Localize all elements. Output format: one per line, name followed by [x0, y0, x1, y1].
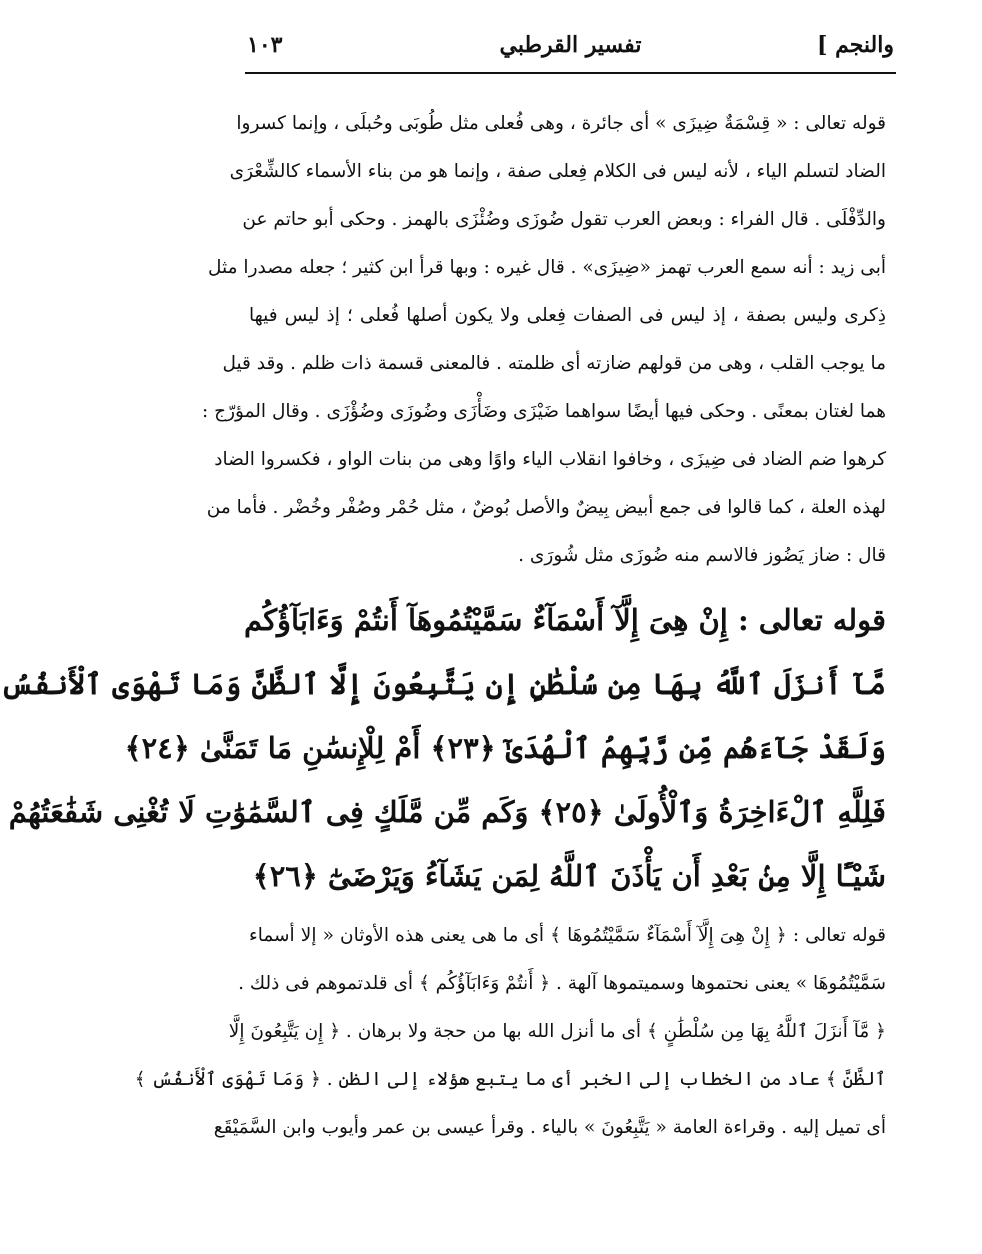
- text-line: أى تميل إليه . وقراءة العامة « يَتَّبِعُونَ » بالياء . وقرأ عيسى بن عمر وأيوب وابن السَّمَيْقَع: [213, 1117, 886, 1138]
- text-line: الضاد لتسلم الياء ، لأنه ليس فى الكلام فِعلى صفة ، وإنما هو من بناء الأسماء كالشِّعْرَى: [229, 161, 886, 182]
- verse-line: فَلِلَّهِ ٱلْءَاخِرَةُ وَٱلْأُولَىٰ ﴿٢٥﴾ وَكَم مِّن مَّلَكٍ فِى ٱلسَّمَٰوَٰتِ لَا تُغْنِى شَفَٰعَتُهُمْ: [8, 795, 886, 829]
- text-line: هما لغتان بمعنًى . وحكى فيها أيضًا سواهما ضَيْزَى وضَأْزَى وضُوزَى وضُؤْزَى . وقال المؤرّج :: [202, 401, 886, 422]
- text-line: ذِكرى وليس بصفة ، إذ ليس فى الصفات فِعلى ولا يكون أصلها فُعلى ؛ إذ ليس فيها: [249, 305, 886, 326]
- text-line: سَمَّيْتُمُوهَا » يعنى نحتموها وسميتموها آلهة . ﴿ أَنتُمْ وَءَابَآؤُكُم ﴾ أى قلدتموهم فى ذلك .: [238, 973, 886, 994]
- verse-line: شَيْـًٔا إِلَّا مِنۢ بَعْدِ أَن يَأْذَنَ ٱللَّهُ لِمَن يَشَآءُ وَيَرْضَىٰٓ ﴿٢٦﴾: [252, 859, 886, 893]
- verse-line: قوله تعالى : إِنْ هِىَ إِلَّآ أَسْمَآءٌ سَمَّيْتُمُوهَآ أَنتُمْ وَءَابَآؤُكُم: [243, 603, 886, 637]
- verse-line: مَّآ أَنزَلَ ٱللَّهُ بِهَا مِن سُلْطَٰنٍ إِن يَتَّبِعُونَ إِلَّا ٱلظَّنَّ وَمَا تَهْوَى ٱلْأَنفُسُ: [0, 667, 886, 701]
- text-line: لهذه العلة ، كما قالوا فى جمع أبيض بِيضٌ والأصل بُوضٌ ، مثل حُمْر وصُفْر وخُضْر . فأما من: [206, 497, 886, 518]
- text-line: قوله تعالى : « قِسْمَةٌ ضِيزَى » أى جائرة ، وهى فُعلى مثل طُوبَى وحُبلَى ، وإنما كسروا: [236, 113, 886, 134]
- quran-verses: [0, 588, 886, 908]
- page-number: ١٠٣: [247, 32, 283, 58]
- text-line: ٱلظَّنَّ ﴾ عاد من الخطاب إلى الخبر أى ما يتبع هؤلاء إلى الظن . ﴿ وَمَا تَهْوَى ٱلْأَنفُسُ ﴾: [134, 1069, 886, 1090]
- surah-name: والنجم ]: [817, 32, 894, 58]
- commentary-paragraph-2: [134, 912, 886, 1152]
- verse-line: وَلَقَدْ جَآءَهُم مِّن رَّبِّهِمُ ٱلْهُدَىٰٓ ﴿٢٣﴾ أَمْ لِلْإِنسَٰنِ مَا تَمَنَّىٰ ﴿٢٤﴾: [124, 731, 886, 765]
- text-line: ما يوجب القلب ، وهى من قولهم ضازته أى ظلمته . فالمعنى قسمة ذات ظلم . وقد قيل: [222, 353, 886, 374]
- text-line: ﴿ مَّآ أَنزَلَ ٱللَّهُ بِهَا مِن سُلْطَٰنٍ ﴾ أى ما أنزل الله بها من حجة ولا برهان . ﴿ إِن يَتَّبِعُونَ إِلَّا: [228, 1021, 886, 1042]
- text-line: قال : ضاز يَضُوز فالاسم منه ضُوزَى مثل شُورَى .: [518, 545, 886, 566]
- header-divider: [245, 72, 896, 74]
- running-header: [247, 28, 894, 68]
- book-title: تفسير القرطبي: [499, 32, 642, 58]
- text-line: كرهوا ضم الضاد فى ضِيزَى ، وخافوا انقلاب الياء واوًا وهى من بنات الواو ، فكسروا الضاد: [214, 449, 886, 470]
- text-line: أبى زيد : أنه سمع العرب تهمز «ضِيزَى» . قال غيره : وبها قرأ ابن كثير ؛ جعله مصدرا مثل: [208, 257, 886, 278]
- commentary-paragraph-1: [202, 100, 886, 580]
- text-line: قوله تعالى : ﴿ إِنْ هِىَ إِلَّآ أَسْمَآءٌ سَمَّيْتُمُوهَا ﴾ أى ما هى يعنى هذه الأوثان « إلا أسماء: [249, 925, 886, 946]
- text-line: والدِّفْلَى . قال الفراء : وبعض العرب تقول ضُوزَى وضُئْزَى بالهمز . وحكى أبو حاتم عن: [242, 209, 886, 230]
